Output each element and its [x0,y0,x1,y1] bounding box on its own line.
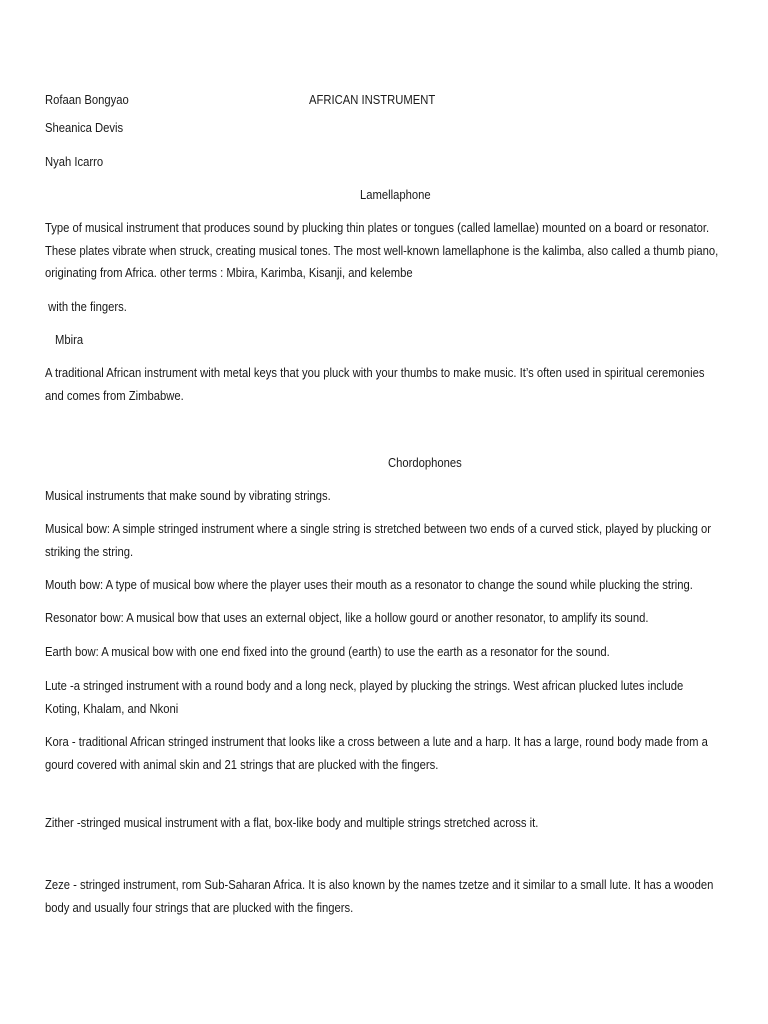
mbira-description [45,362,725,407]
lamellaphone-line-1: Type of musical instrument that produces sound by plucking thin plates or tongues (called lamellae) mounted on a board or resonator. [45,221,710,235]
lute-line-1: Lute -a stringed instrument with a round body and a long neck, played by plucking the strings. West african plucked lutes include [45,679,684,693]
mbira-line-1: A traditional African instrument with metal keys that you pluck with your thumbs to make music. It’s often used in spiritual ceremonies [45,366,705,380]
author-name-2: Sheanica Devis [45,121,124,135]
mbira-heading: Mbira [55,333,84,347]
lamellaphone-description [45,217,725,285]
chordophones-intro: Musical instruments that make sound by vibrating strings. [45,489,331,503]
lamellaphone-line-3: originating from Africa. other terms : Mbira, Karimba, Kisanji, and kelembe [45,266,413,280]
kora-line-1: Kora - traditional African stringed instrument that looks like a cross between a lute and a harp. It has a large, round body made from a [45,735,708,749]
lute-description [45,675,725,720]
lamellaphone-line-2: These plates vibrate when struck, creating musical tones. The most well-known lamellaphone is the kalimba, also called a thumb piano, [45,243,719,258]
resonator-bow-description: Resonator bow: A musical bow that uses an external object, like a hollow gourd or another resonator, to amplify its sound. [45,611,649,625]
author-name-3: Nyah Icarro [45,155,104,169]
zeze-line-1: Zeze - stringed instrument, rom Sub-Saharan Africa. It is also known by the names tzetze and it similar to a small lute. It has a wooden [45,878,714,892]
zeze-line-2: body and usually four strings that are plucked with the fingers. [45,900,354,915]
document-title: AFRICAN INSTRUMENT [309,93,436,107]
lute-line-2: Koting, Khalam, and Nkoni [45,701,179,716]
musical-bow-description [45,518,725,563]
mouth-bow-description: Mouth bow: A type of musical bow where the player uses their mouth as a resonator to change the sound while plucking the string. [45,578,693,592]
kora-description [45,731,725,776]
kora-line-2: gourd covered with animal skin and 21 strings that are plucked with the fingers. [45,757,439,772]
musical-bow-line-1: Musical bow: A simple stringed instrument where a single string is stretched between two ends of a curved stick, played by plucking or [45,522,711,536]
lamellaphone-heading: Lamellaphone [360,188,431,202]
fingers-fragment: with the fingers. [45,300,127,314]
zeze-description [45,874,725,919]
mbira-line-2: and comes from Zimbabwe. [45,388,184,403]
chordophones-heading: Chordophones [388,456,462,470]
earth-bow-description: Earth bow: A musical bow with one end fixed into the ground (earth) to use the earth as a resonator for the sound. [45,645,610,659]
zither-description: Zither -stringed musical instrument with a flat, box-like body and multiple strings stretched across it. [45,816,539,830]
author-name-1: Rofaan Bongyao [45,93,129,107]
musical-bow-line-2: striking the string. [45,544,134,559]
